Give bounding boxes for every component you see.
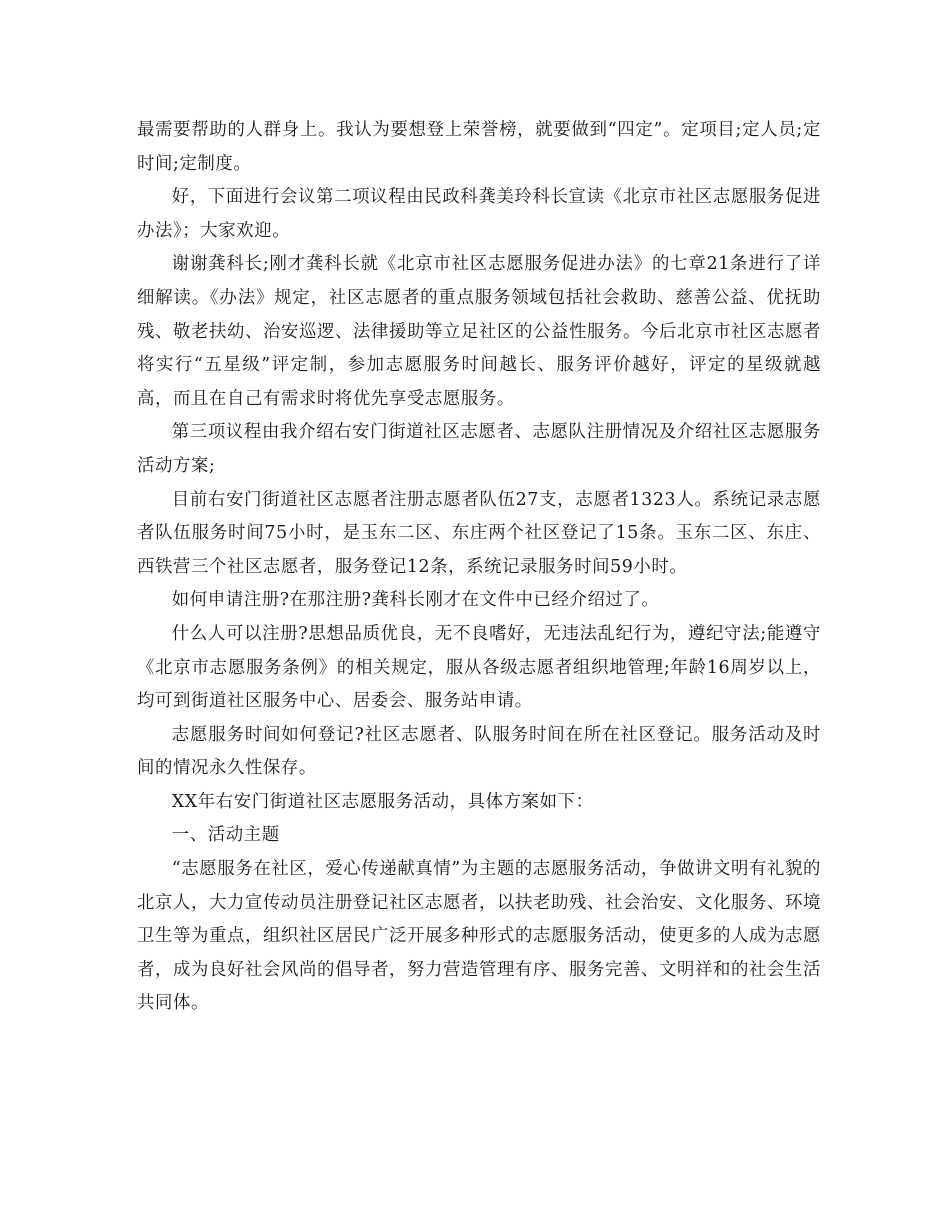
paragraph-2: 好，下面进行会议第二项议程由民政科龚美玲科长宣读《北京市社区志愿服务促进办法》；大家欢迎。 (137, 187, 821, 241)
paragraph-8: 志愿服务时间如何登记?社区志愿者、队服务时间在所在社区登记。服务活动及时间的情况永久性保存。 (137, 724, 821, 779)
paragraph-6: 如何申请注册?在那注册?龚科长刚才在文件中已经介绍过了。 (171, 590, 660, 611)
paragraph-3: 谢谢龚科长;刚才龚科长就《北京市社区志愿服务促进办法》的七章21条进行了详细解读。《办法》规定，社区志愿者的重点服务领域包括社会救助、慈善公益、优抚助残、敬老扶幼、治安巡逻、法律援助等立足社区的公益性服务。今后北京市社区志愿者将实行“五星级”评定制，参加志愿服务时间越长、服务评价越好，评定的星级就越高，而且在自己有需求时将优先享受志愿服务。 (137, 254, 821, 409)
paragraph-9: XX年右安门街道社区志愿服务活动，具体方案如下： (171, 791, 594, 812)
paragraph-7: 什么人可以注册?思想品质优良，无不良嗜好，无违法乱纪行为，遵纪守法;能遵守《北京市志愿服务条例》的相关规定，服从各级志愿者组织地管理;年龄16周岁以上，均可到街道社区服务中心、居委会、服务站申请。 (137, 623, 821, 712)
document-body (137, 114, 821, 1021)
section-heading-1: 一、活动主题 (171, 825, 280, 846)
paragraph-4: 第三项议程由我介绍右安门街道社区志愿者、志愿队注册情况及介绍社区志愿服务活动方案; (137, 422, 821, 476)
paragraph-1: 最需要帮助的人群身上。我认为要想登上荣誉榜，就要做到“四定”。定项目;定人员;定时间;定制度。 (137, 120, 821, 174)
paragraph-10: “志愿服务在社区，爱心传递献真情”为主题的志愿服务活动，争做讲文明有礼貌的北京人，大力宣传动员注册登记社区志愿者，以扶老助残、社会治安、文化服务、环境卫生等为重点，组织社区居民广泛开展多种形式的志愿服务活动，使更多的人成为志愿者，成为良好社会风尚的倡导者，努力营造管理有序、服务完善、文明祥和的社会生活共同体。 (137, 859, 821, 1014)
paragraph-5: 目前右安门街道社区志愿者注册志愿者队伍27支，志愿者1323人。系统记录志愿者队伍服务时间75小时，是玉东二区、东庄两个社区登记了15条。玉东二区、东庄、西铁营三个社区志愿者，服务登记12条，系统记录服务时间59小时。 (137, 489, 821, 577)
